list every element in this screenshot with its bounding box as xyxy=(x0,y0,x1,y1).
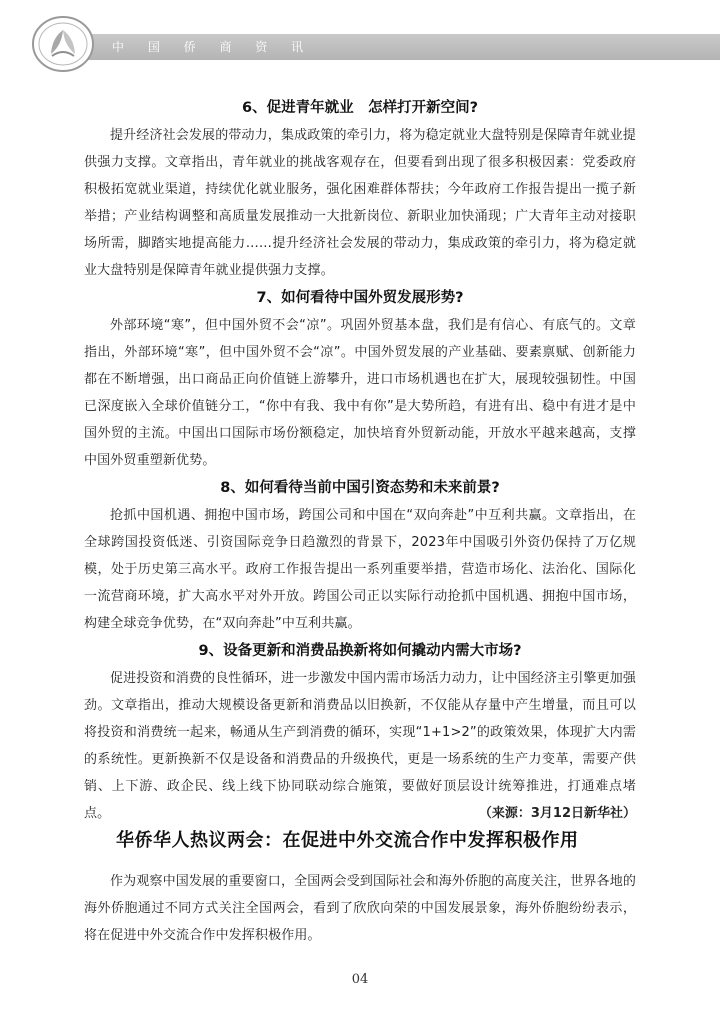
section-title-9: 9、设备更新和消费品换新将如何撬动内需大市场? xyxy=(198,643,522,659)
header-title: 中 国 侨 商 资 讯 xyxy=(112,40,314,54)
section-title-7: 7、如何看待中国外贸发展形势? xyxy=(256,290,464,306)
section-paragraph-9: 促进投资和消费的良性循环，进一步激发中国内需市场活力动力，让中国经济主引擎更加强劲。文章指出，推动大规模设备更新和消费品以旧换新，不仅能从存量中产生增量，而且可以将投资和消费统一起来，畅通从生产到消费的循环，实现“1+1>2”的政策效果，体现扩大内需的系统性。更新换新不仅是设备和消费品的升级换代，更是一场系统的生产力变革，需要产供销、上下游、政企民、线上线下协同联动综合施策，要做好顶层设计统筹推进，打通难点堵点。 xyxy=(84,671,637,821)
section-title-6: 6、促进青年就业 怎样打开新空间? xyxy=(242,100,478,116)
chamber-emblem-icon xyxy=(22,14,104,74)
section-paragraph-7: 外部环境“寒”，但中国外贸不会“凉”。巩固外贸基本盘，我们是有信心、有底气的。文章指出，外部环境“寒”，但中国外贸不会“凉”。中国外贸发展的产业基础、要素禀赋、创新能力都在不断增强，出口商品正向价值链上游攀升，进口市场机遇也在扩大，展现较强韧性。中国已深度嵌入全球价值链分工，“你中有我、我中有你”是大势所趋，有进有出、稳中有进才是中国外贸的主流。中国出口国际市场份额稳定，加快培育外贸新动能，开放水平越来越高，支撑中国外贸重塑新优势。 xyxy=(84,318,636,468)
page-header xyxy=(0,0,720,80)
section-paragraph-6: 提升经济社会发展的带动力，集成政策的牵引力，将为稳定就业大盘特别是保障青年就业提供强力支撑。文章指出，青年就业的挑战客观存在，但要看到出现了很多积极因素：党委政府积极拓宽就业渠道，持续优化就业服务，强化困难群体帮扶；今年政府工作报告提出一揽子新举措；产业结构调整和高质量发展推动一大批新岗位、新职业加快涌现；广大青年主动对接职场所需，脚踏实地提高能力……提升经济社会发展的带动力，集成政策的牵引力，将为稳定就业大盘特别是保障青年就业提供强力支撑。 xyxy=(84,128,637,278)
source-citation: （来源：3月12日新华社） xyxy=(478,806,636,821)
page-number: 04 xyxy=(351,972,369,987)
section-title-8: 8、如何看待当前中国引资态势和未来前景? xyxy=(220,480,500,496)
section-paragraph-8: 抢抓中国机遇、拥抱中国市场，跨国公司和中国在“双向奔赴”中互利共赢。文章指出，在全球跨国投资低迷、引资国际竞争日趋激烈的背景下，2023年中国吸引外资仍保持了万亿规模，处于历史第三高水平。政府工作报告提出一系列重要举措，营造市场化、法治化、国际化一流营商环境，扩大高水平对外开放。跨国公司正以实际行动抢抓中国机遇、拥抱中国市场，构建全球竞争优势，在“双向奔赴”中互利共赢。 xyxy=(84,508,636,631)
main-content xyxy=(84,94,636,827)
article-paragraph: 作为观察中国发展的重要窗口，全国两会受到国际社会和海外侨胞的高度关注，世界各地的海外侨胞通过不同方式关注全国两会，看到了欣欣向荣的中国发展景象，海外侨胞纷纷表示，将在促进中外交流合作中发挥积极作用。 xyxy=(84,874,637,943)
article-body xyxy=(84,868,636,949)
article-title: 华侨华人热议两会：在促进中外交流合作中发挥积极作用 xyxy=(116,830,579,851)
